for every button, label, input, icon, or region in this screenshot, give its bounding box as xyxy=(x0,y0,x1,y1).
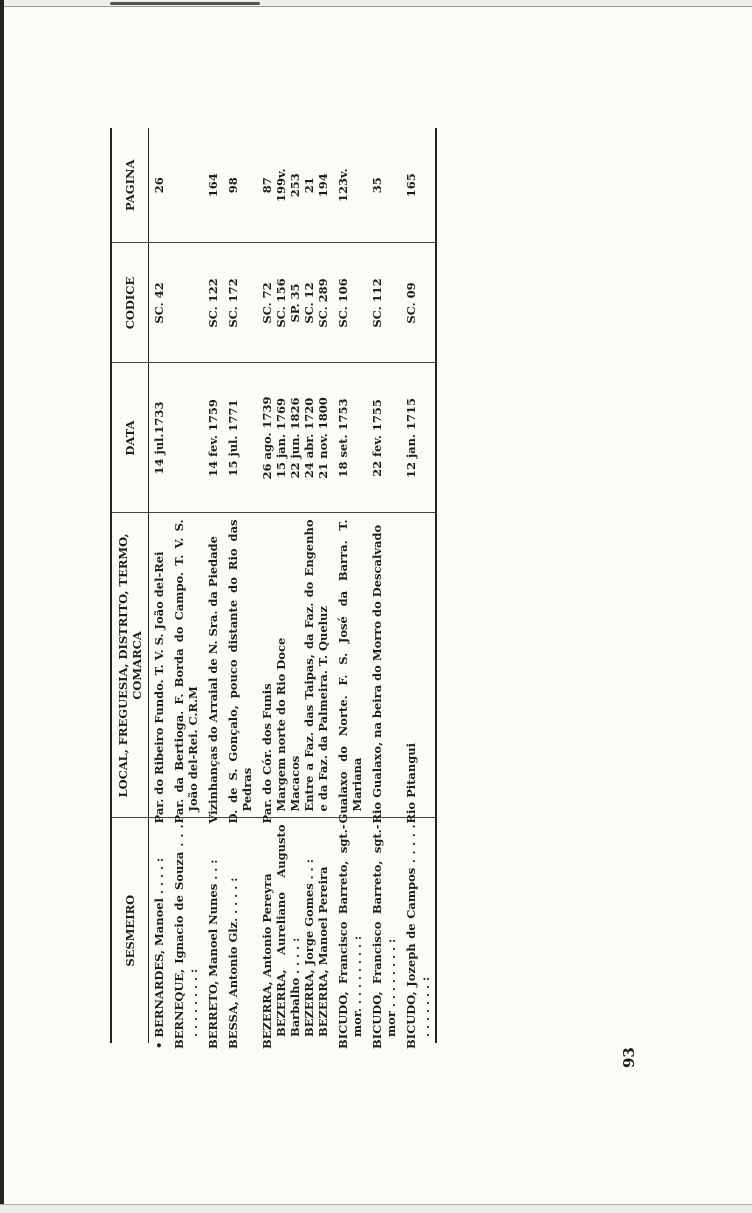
page-number: 93 xyxy=(620,1047,638,1068)
header-codice: CODICE xyxy=(111,243,149,363)
cell-data: 22 fev. 1755 xyxy=(367,363,401,513)
cell-pagina: 123v. xyxy=(333,128,367,243)
table-row xyxy=(169,128,203,1043)
cell-data xyxy=(169,363,203,513)
table-row xyxy=(367,128,401,1043)
cell-pagina: 26 xyxy=(149,128,170,243)
cell-data: 18 set. 1753 xyxy=(333,363,367,513)
cell-local: Vizinhanças do Arraial de N. Sra. da Piedade xyxy=(203,513,223,818)
cell-local: Gualaxo do Norte. F. S. José da Barra. T. Mariana xyxy=(333,513,367,818)
cell-local: Rio Pitangui xyxy=(401,513,436,818)
cell-codice: SC. 122 xyxy=(203,243,223,363)
table-row xyxy=(223,128,257,1043)
cell-sesmeiro: BERRETO, Manoel Nunes . . : xyxy=(206,859,220,1049)
cell-data: 14 fev. 1759 xyxy=(203,363,223,513)
cell-sesmeiro: BESSA, Antonio Glz. . . . . : xyxy=(226,877,240,1049)
cell-data: 26 ago. 1739 15 jan. 1769 22 jun. 1826 24 abr. 1720 21 nov. 1800 xyxy=(257,363,333,513)
cell-sesmeiro: BICUDO, Jozeph de Campos . . . . . . . . . . . . : xyxy=(404,824,432,1049)
cell-codice: SC. 72 SC. 156 SP. 35 SC. 12 SC. 289 xyxy=(257,243,333,363)
cell-sesmeiro: • BERNARDES, Manoel . . . . : xyxy=(152,857,166,1049)
cell-pagina: 87 199v. 253 21 194 xyxy=(257,128,333,243)
cell-sesmeiro: BICUDO, Francisco Barreto, sgt.-mor. . . . . . . . . : xyxy=(336,824,364,1049)
cell-codice xyxy=(169,243,203,363)
table-row xyxy=(257,128,333,1043)
sesmarias-table xyxy=(110,128,437,1049)
cell-pagina: 35 xyxy=(367,128,401,243)
cell-codice: SC. 106 xyxy=(333,243,367,363)
cell-data: 14 jul.1733 xyxy=(149,363,170,513)
header-data: DATA xyxy=(111,363,149,513)
cell-codice: SC. 112 xyxy=(367,243,401,363)
cell-codice: SC. 172 xyxy=(223,243,257,363)
cell-sesmeiro: BICUDO, Francisco Barreto, sgt.-mor . . . . . . . . : xyxy=(370,824,398,1049)
header-local: LOCAL, FREGUESIA, DISTRITO, TERMO, COMARCA xyxy=(111,513,149,818)
scan-left-edge xyxy=(0,0,4,1212)
cell-local: D. de S. Gonçalo, pouco distante do Rio das Pedras xyxy=(223,513,257,818)
cell-pagina: 98 xyxy=(223,128,257,243)
cell-pagina: 165 xyxy=(401,128,436,243)
cell-codice: SC. 09 xyxy=(401,243,436,363)
cell-pagina xyxy=(169,128,203,243)
header-pagina: PAGINA xyxy=(111,128,149,243)
table-header-row xyxy=(111,128,149,1043)
cell-pagina: 164 xyxy=(203,128,223,243)
header-sesmeiro: SESMEIRO xyxy=(111,818,149,1043)
table-row xyxy=(333,128,367,1043)
table-row xyxy=(203,128,223,1043)
table-row xyxy=(401,128,436,1043)
cell-local: Par. do Ribeiro Fundo. T. V. S. João del-Rei xyxy=(149,513,170,818)
cell-data: 15 jul. 1771 xyxy=(223,363,257,513)
rotated-table-frame xyxy=(110,128,655,1049)
cell-data: 12 jan. 1715 xyxy=(401,363,436,513)
cell-sesmeiro: BERNEQUE, Ignacio de Souza . . . . . . . . . . . : xyxy=(172,824,200,1049)
cell-local: Par. da Bertioga. F. Borda do Campo. T. V. S. João del-Rei. C.R.M xyxy=(169,513,203,818)
cell-codice: SC. 42 xyxy=(149,243,170,363)
scan-mark xyxy=(110,2,260,5)
table-row xyxy=(149,128,170,1043)
cell-local: Rio Gualaxo, na beira do Morro do Descalvado xyxy=(367,513,401,818)
cell-local: Par. do Cór. dos Funis Margem norte do Rio Doce Macacos Entre a Faz. das Taipas, da Faz. do Engenho e da Faz. da Palmeira. T. Queluz xyxy=(257,513,333,818)
cell-sesmeiro: BEZERRA, Antonio Pereyra BEZERRA, Aureliano Augusto Barbalho . . . . : BEZERRA, Jorge Gomes . . : BEZERRA, Manoel Pereira xyxy=(260,824,330,1049)
